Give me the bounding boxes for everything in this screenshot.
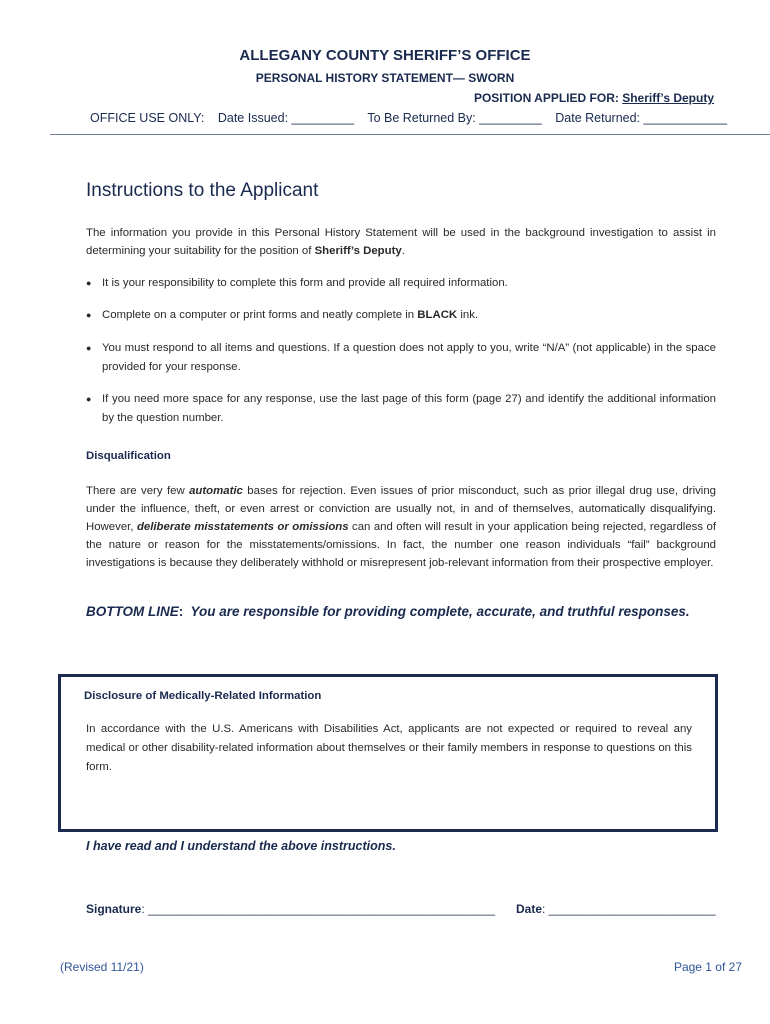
bullet-text: You must respond to all items and questions. If a question does not apply to you, write “N/A” (not applicable) in the space provided for your response. — [102, 342, 716, 373]
bottom-line-text: You are responsible for providing complete, accurate, and truthful responses. — [183, 604, 690, 619]
form-subtitle: PERSONAL HISTORY STATEMENT— SWORN — [255, 71, 515, 85]
bullet-text: It is your responsibility to complete this form and provide all required information. — [102, 277, 508, 289]
revision-note: (Revised 11/21) — [60, 960, 144, 974]
bullet-text: If you need more space for any response, use the last page of this form (page 27) and identify the additional information by the question number. — [102, 393, 716, 424]
bullet-bold-text: BLACK — [417, 309, 458, 321]
instructions-intro — [86, 224, 716, 260]
position-applied-for — [474, 91, 714, 105]
instructions-heading: Instructions to the Applicant — [86, 180, 319, 201]
page-number: Page 1 of 27 — [673, 960, 742, 974]
intro-text: The information you provide in this Personal History Statement will be used in the background investigation to assist in determining your suitability for the position of — [86, 227, 716, 257]
disq-emphasis-automatic: automatic — [189, 485, 243, 497]
date-returned-field[interactable]: Date Returned: ____________ — [555, 111, 727, 125]
intro-end: . — [401, 245, 405, 257]
list-item — [86, 274, 716, 293]
bullet-text-end: ink. — [457, 309, 479, 321]
disq-text-1: There are very few — [86, 485, 190, 497]
date-field[interactable] — [516, 902, 716, 916]
form-title: ALLEGANY COUNTY SHERIFF’S OFFICE — [239, 47, 531, 64]
position-value: Sheriff’s Deputy — [622, 91, 714, 105]
list-item — [86, 339, 716, 377]
position-label: POSITION APPLIED FOR: — [473, 91, 619, 105]
bottom-line-label: BOTTOM LINE — [86, 604, 179, 619]
signature-field[interactable] — [86, 902, 495, 916]
disq-emphasis-misstatements: deliberate misstatements or omissions — [136, 521, 349, 533]
date-label: Date — [516, 902, 543, 916]
bullet-text: Complete on a computer or print forms and neatly complete in — [102, 309, 418, 321]
disq-text-2: bases for rejection. Even issues of prior misconduct, such as prior illegal drug use, driving under the influence, theft, or even arrest or conviction are usually not, in and of themselves, automatically disqualifying. However, — [86, 485, 717, 533]
disclosure-heading: Disclosure of Medically-Related Information — [84, 690, 322, 702]
acknowledgement-statement: I have read and I understand the above instructions. — [86, 839, 396, 853]
office-use-label: OFFICE USE ONLY: — [90, 111, 205, 125]
date-issued-field[interactable]: Date Issued: _________ — [217, 111, 355, 125]
signature-line[interactable]: : ____________________________________________________ — [141, 902, 496, 916]
disclosure-text: In accordance with the U.S. Americans with Disabilities Act, applicants are not expected or required to reveal any medical or other disability-related information about themselves or their family members in response to questions on this form. — [86, 723, 692, 773]
signature-label: Signature — [86, 902, 142, 916]
disqualification-heading: Disqualification — [86, 450, 171, 462]
disqualification-paragraph — [86, 482, 716, 572]
bottom-line-colon: : — [178, 604, 184, 619]
header-divider — [50, 134, 770, 135]
bottom-line — [86, 604, 690, 619]
intro-position: Sheriff’s Deputy — [314, 245, 402, 257]
returned-by-field[interactable]: To Be Returned By: _________ — [367, 111, 542, 125]
date-line[interactable]: : _________________________ — [542, 902, 716, 916]
bullet-icon: ● — [86, 394, 92, 404]
bullet-icon: ● — [86, 278, 92, 288]
bullet-icon: ● — [86, 343, 92, 353]
disq-text-3: can and often will result in your application being rejected, regardless of the nature or reason for the misstatements/omissions. In fact, the number one reason individuals “fail” background investigations is because they deliberately withhold or misrepresent job-relevant information from their prospective employer. — [86, 521, 716, 569]
list-item — [86, 390, 716, 428]
bullet-icon: ● — [86, 310, 92, 320]
office-use-row — [90, 111, 737, 125]
list-item — [86, 306, 716, 325]
